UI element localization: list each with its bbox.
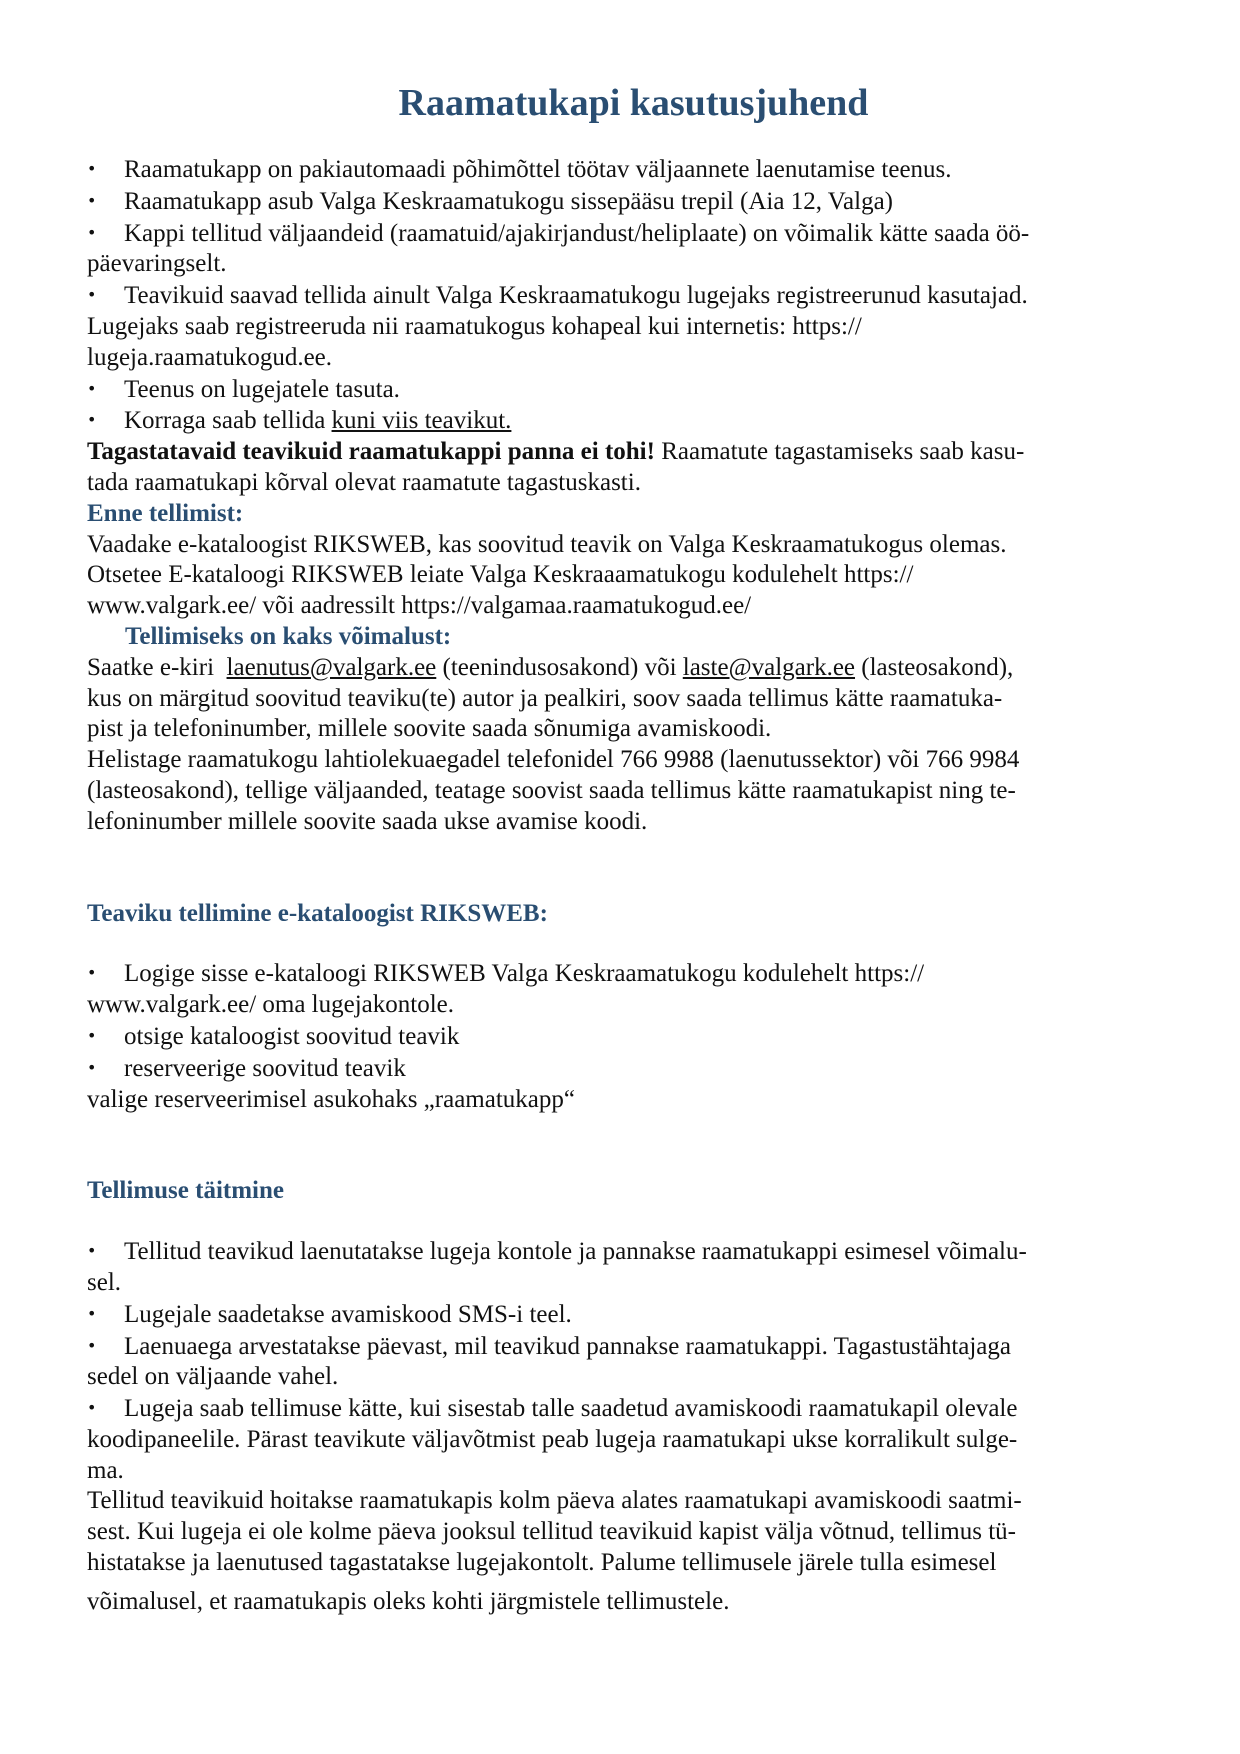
list-item [87, 280, 1180, 312]
email-intro: Saatke e-kiri [87, 653, 227, 681]
email-mid-text: (teenindusosakond) või [436, 653, 683, 681]
list-item-text: Laenuaega arvestatakse päevast, mil teavikud pannakse raamatukappi. Tagastustähtajaga [124, 1332, 1011, 1360]
bullet-icon: • [87, 1398, 97, 1418]
bullet-icon: • [87, 1335, 97, 1355]
list-item [87, 154, 1180, 186]
paragraph-line: lefoninumber millele soovite saada ukse avamise koodi. [87, 807, 648, 835]
paragraph-line: histatakse ja laenutused tagastatakse lugejakontolt. Palume tellimusele järele tulla esimesel [87, 1549, 997, 1577]
list-item [87, 1021, 1180, 1053]
subheading-order-options: Tellimiseks on kaks võimalust: [125, 622, 452, 650]
paragraph-line: Otsetee E-kataloogi RIKSWEB leiate Valga Keskraaamatukogu kodulehelt https:// [87, 561, 914, 589]
list-item [87, 405, 1180, 437]
list-item-text: Teenus on lugejatele tasuta. [124, 375, 400, 403]
warning-continuation: tada raamatukapi kõrval olevat raamatute tagastuskasti. [87, 468, 641, 496]
list-item-continuation: koodipaneelile. Pärast teavikute väljavõtmist peab lugeja raamatukapi ukse korralikult sulge- [87, 1425, 1018, 1453]
bullet-icon: • [87, 410, 97, 430]
list-item-continuation: ma. [87, 1456, 124, 1484]
list-item-text: otsige kataloogist soovitud teavik [124, 1022, 460, 1050]
list-item-continuation: lugeja.raamatukogud.ee. [87, 343, 333, 371]
list-item-continuation: sedel on väljaande vahel. [87, 1363, 339, 1391]
bullet-icon: • [87, 285, 97, 305]
spacer [87, 929, 1180, 958]
list-item-text: Kappi tellitud väljaandeid (raamatuid/ajakirjandust/heliplaate) on võimalik kätte saada öö- [124, 219, 1030, 247]
email-link-laenutus[interactable]: laenutus@valgark.ee [226, 653, 437, 681]
list-item-text: Lugeja saab tellimuse kätte, kui sisestab talle saadetud avamiskoodi raamatukapil olevale [124, 1395, 1018, 1423]
bullet-icon: • [87, 1303, 97, 1323]
list-item-text: Lugejale saadetakse avamiskood SMS-i teel. [124, 1300, 572, 1328]
bullet-icon: • [87, 1241, 97, 1261]
list-item-text: reserveerige soovitud teavik [124, 1054, 406, 1082]
section-heading-before-order: Enne tellimist: [87, 499, 244, 527]
email-link-laste[interactable]: laste@valgark.ee [682, 653, 856, 681]
paragraph-line: kus on märgitud soovitud teaviku(te) autor ja pealkiri, soov saada tellimus kätte raamatuka- [87, 684, 1003, 712]
warning-text: Raamatute tagastamiseks saab kasu- [654, 438, 1025, 466]
list-item [87, 1299, 1180, 1331]
list-item-text: Tellitud teavikud laenutatakse lugeja kontole ja pannakse raamatukappi esimesel võimalu- [124, 1238, 1027, 1266]
bullet-icon: • [87, 190, 97, 210]
list-item-text: Logige sisse e-kataloogi RIKSWEB Valga Keskraamatukogu kodulehelt https:// [124, 960, 925, 988]
list-item-continuation: Lugejaks saab registreeruda nii raamatukogus kohapeal kui internetis: https:// [87, 312, 862, 340]
bullet-icon: • [87, 378, 97, 398]
ordering-note: valige reserveerimisel asukohaks „raamatukapp“ [87, 1085, 575, 1113]
paragraph-line: Helistage raamatukogu lahtiolekuaegadel telefonidel 766 9988 (laenutussektor) või 766 9984 [87, 746, 1020, 774]
list-item [87, 1393, 1180, 1425]
document-title: Raamatukapi kasutusjuhend [398, 82, 869, 124]
paragraph-line: sest. Kui lugeja ei ole kolme päeva jooksul tellitud teavikuid kapist välja võtnud, tellimus tü- [87, 1518, 1016, 1546]
list-item-continuation: päevaringselt. [87, 250, 227, 278]
email-post-text: (lasteosakond), [855, 653, 1014, 681]
section-heading-fulfillment: Tellimuse täitmine [87, 1177, 284, 1205]
warning-paragraph [87, 437, 1180, 468]
list-item-text: Raamatukapp on pakiautomaadi põhimõttel töötav väljaannete laenutamise teenus. [124, 156, 952, 183]
list-item [87, 958, 1180, 990]
limit-emphasis: kuni viis teavikut. [331, 407, 512, 435]
paragraph-line: võimalusel, et raamatukapis oleks kohti järgmistele tellimustele. [87, 1587, 730, 1615]
list-item [87, 1053, 1180, 1085]
list-item-continuation: www.valgark.ee/ oma lugejakontole. [87, 991, 455, 1019]
list-item-text: Raamatukapp asub Valga Keskraamatukogu sissepääsu trepil (Aia 12, Valga) [124, 187, 894, 215]
warning-bold: Tagastatavaid teavikuid raamatukappi panna ei tohi! [87, 438, 655, 466]
bullet-icon: • [87, 1025, 97, 1045]
spacer [87, 1115, 1180, 1176]
list-item [87, 218, 1180, 250]
bullet-icon: • [87, 1057, 97, 1077]
spacer [87, 838, 1180, 899]
section-heading-ordering: Teaviku tellimine e-kataloogist RIKSWEB: [87, 899, 548, 927]
list-item-text: Korraga saab tellida [124, 407, 332, 435]
paragraph-line: www.valgark.ee/ või aadressilt https://valgamaa.raamatukogud.ee/ [87, 592, 752, 620]
bullet-icon: • [87, 159, 97, 178]
list-item [87, 1236, 1180, 1268]
paragraph-line: Tellitud teavikuid hoitakse raamatukapis kolm päeva alates raamatukapi avamiskoodi saatmi- [87, 1487, 1022, 1515]
bullet-icon: • [87, 222, 97, 242]
list-item-text: Teavikuid saavad tellida ainult Valga Keskraamatukogu lugejaks registreerunud kasutajad. [124, 282, 1028, 310]
spacer [87, 1207, 1180, 1236]
paragraph-line: (lasteosakond), tellige väljaanded, teatage soovist saada tellimus kätte raamatukapist ning te- [87, 776, 1016, 804]
paragraph-line: pist ja telefoninumber, millele soovite saada sõnumiga avamiskoodi. [87, 715, 772, 743]
list-item [87, 1331, 1180, 1363]
bullet-icon: • [87, 963, 97, 983]
email-option-line [87, 653, 1180, 684]
list-item [87, 186, 1180, 218]
list-item [87, 374, 1180, 406]
paragraph-line: Vaadake e-kataloogist RIKSWEB, kas soovitud teavik on Valga Keskraamatukogus olemas. [87, 530, 1007, 558]
list-item-continuation: sel. [87, 1268, 122, 1296]
